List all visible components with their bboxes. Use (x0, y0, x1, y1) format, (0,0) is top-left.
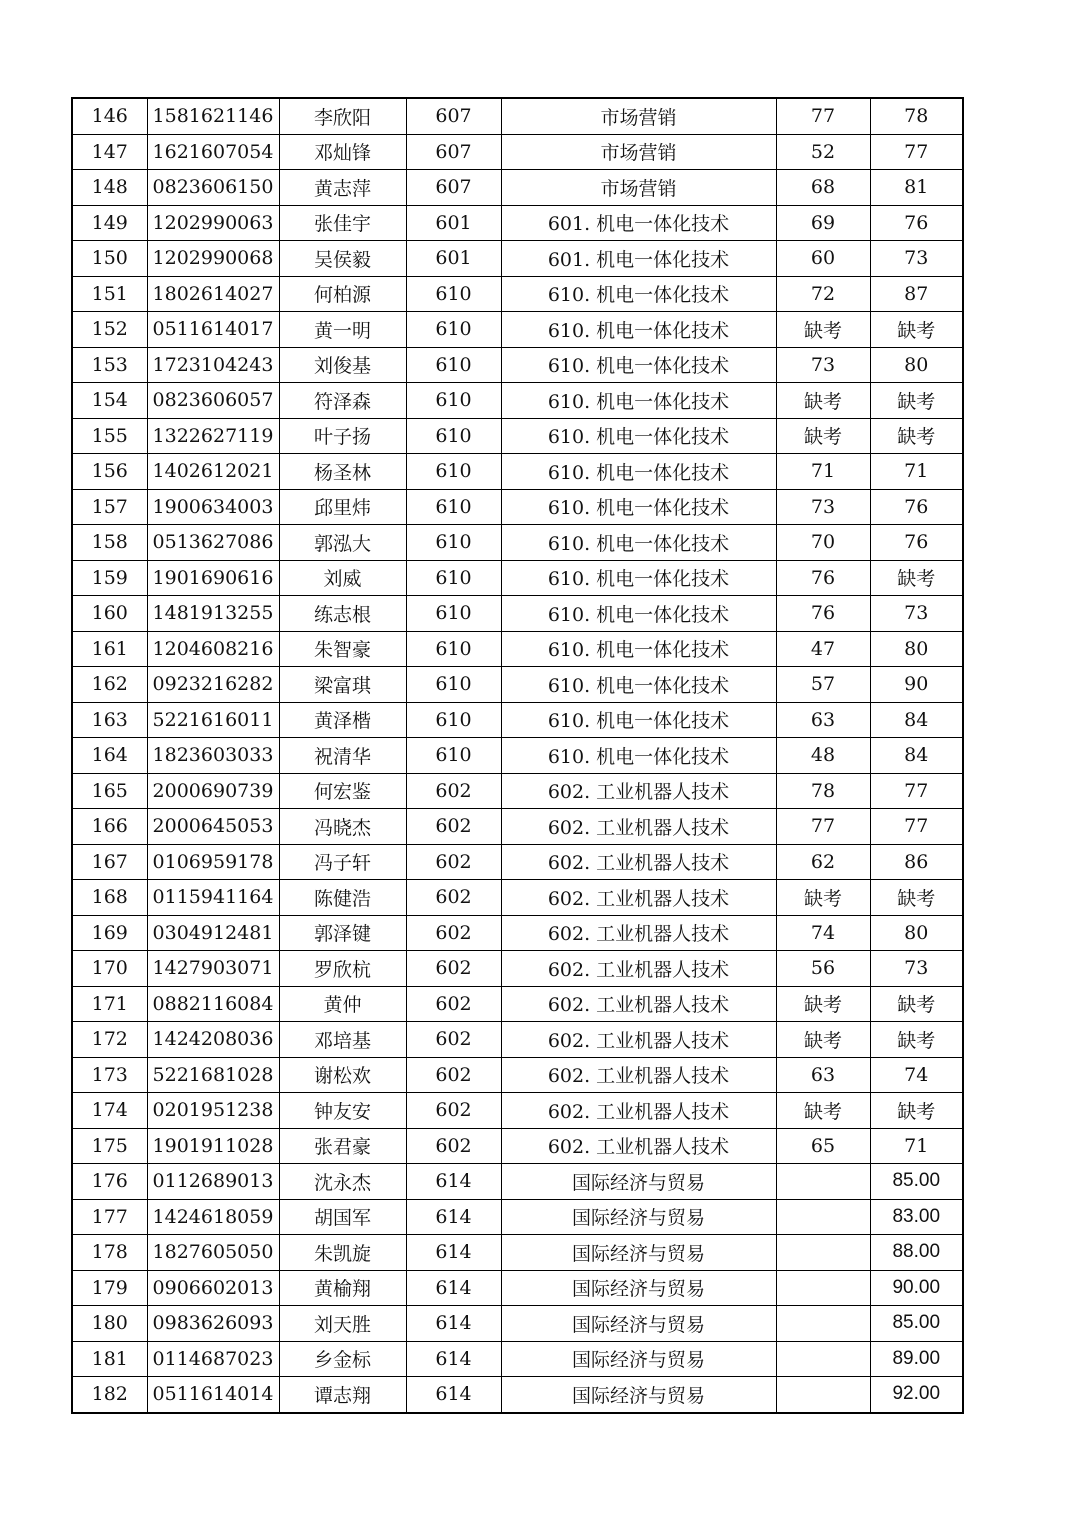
table-row (72, 276, 963, 312)
cell-major: 国际经济与贸易 (501, 1164, 776, 1200)
cell-index: 172 (72, 1022, 147, 1058)
cell-index: 177 (72, 1199, 147, 1235)
cell-score-1: 71 (776, 454, 870, 490)
cell-major: 610. 机电一体化技术 (501, 702, 776, 738)
cell-score-2: 86 (870, 844, 963, 880)
table-row (72, 1022, 963, 1058)
cell-major: 602. 工业机器人技术 (501, 951, 776, 987)
table-row (72, 915, 963, 951)
cell-code: 610 (406, 667, 501, 703)
cell-major: 610. 机电一体化技术 (501, 560, 776, 596)
cell-index: 163 (72, 702, 147, 738)
cell-index: 179 (72, 1270, 147, 1306)
cell-code: 607 (406, 98, 501, 134)
table-row (72, 773, 963, 809)
cell-score-2: 89.00 (870, 1341, 963, 1377)
table-row (72, 1341, 963, 1377)
table-row (72, 1235, 963, 1271)
cell-exam-id: 1900634003 (147, 489, 279, 525)
cell-major: 610. 机电一体化技术 (501, 276, 776, 312)
cell-score-1 (776, 1377, 870, 1413)
cell-score-2: 缺考 (870, 560, 963, 596)
cell-score-1: 缺考 (776, 880, 870, 916)
cell-exam-id: 1424208036 (147, 1022, 279, 1058)
cell-code: 602 (406, 1093, 501, 1129)
cell-index: 162 (72, 667, 147, 703)
cell-score-2: 81 (870, 170, 963, 206)
cell-major: 610. 机电一体化技术 (501, 383, 776, 419)
cell-code: 610 (406, 560, 501, 596)
cell-major: 602. 工业机器人技术 (501, 1128, 776, 1164)
cell-index: 148 (72, 170, 147, 206)
cell-index: 159 (72, 560, 147, 596)
cell-code: 610 (406, 418, 501, 454)
cell-score-1 (776, 1341, 870, 1377)
cell-code: 610 (406, 489, 501, 525)
cell-name: 黄志萍 (279, 170, 406, 206)
cell-exam-id: 0201951238 (147, 1093, 279, 1129)
cell-code: 602 (406, 915, 501, 951)
cell-code: 614 (406, 1341, 501, 1377)
cell-code: 602 (406, 809, 501, 845)
cell-code: 610 (406, 276, 501, 312)
cell-score-1: 77 (776, 98, 870, 134)
cell-score-1: 缺考 (776, 312, 870, 348)
cell-code: 602 (406, 844, 501, 880)
cell-major: 602. 工业机器人技术 (501, 844, 776, 880)
table-row (72, 347, 963, 383)
cell-index: 149 (72, 205, 147, 241)
table-row (72, 418, 963, 454)
cell-index: 152 (72, 312, 147, 348)
cell-code: 602 (406, 986, 501, 1022)
cell-exam-id: 0823606057 (147, 383, 279, 419)
cell-exam-id: 1427903071 (147, 951, 279, 987)
cell-name: 朱智豪 (279, 631, 406, 667)
cell-name: 刘俊基 (279, 347, 406, 383)
cell-exam-id: 1823603033 (147, 738, 279, 774)
table-row (72, 951, 963, 987)
cell-major: 市场营销 (501, 98, 776, 134)
cell-index: 168 (72, 880, 147, 916)
cell-name: 胡国军 (279, 1199, 406, 1235)
cell-score-2: 缺考 (870, 1093, 963, 1129)
cell-name: 黄泽楷 (279, 702, 406, 738)
cell-score-1: 56 (776, 951, 870, 987)
cell-code: 610 (406, 525, 501, 561)
cell-name: 黄榆翔 (279, 1270, 406, 1306)
cell-index: 154 (72, 383, 147, 419)
cell-score-1: 77 (776, 809, 870, 845)
cell-score-2: 73 (870, 596, 963, 632)
cell-major: 602. 工业机器人技术 (501, 1057, 776, 1093)
cell-major: 602. 工业机器人技术 (501, 1022, 776, 1058)
cell-code: 614 (406, 1306, 501, 1342)
cell-major: 国际经济与贸易 (501, 1270, 776, 1306)
cell-score-2: 74 (870, 1057, 963, 1093)
cell-code: 607 (406, 134, 501, 170)
table-row (72, 134, 963, 170)
cell-index: 169 (72, 915, 147, 951)
table-row (72, 738, 963, 774)
table-row (72, 1199, 963, 1235)
cell-score-2: 77 (870, 134, 963, 170)
cell-code: 614 (406, 1270, 501, 1306)
cell-score-2: 84 (870, 702, 963, 738)
cell-name: 杨圣林 (279, 454, 406, 490)
cell-score-2: 85.00 (870, 1164, 963, 1200)
cell-name: 张佳宇 (279, 205, 406, 241)
cell-score-1: 72 (776, 276, 870, 312)
cell-score-1: 47 (776, 631, 870, 667)
cell-index: 151 (72, 276, 147, 312)
cell-major: 610. 机电一体化技术 (501, 312, 776, 348)
cell-major: 610. 机电一体化技术 (501, 418, 776, 454)
cell-major: 国际经济与贸易 (501, 1306, 776, 1342)
cell-index: 171 (72, 986, 147, 1022)
cell-exam-id: 2000645053 (147, 809, 279, 845)
cell-name: 沈永杰 (279, 1164, 406, 1200)
cell-score-1: 60 (776, 241, 870, 277)
cell-exam-id: 0923216282 (147, 667, 279, 703)
cell-code: 602 (406, 1128, 501, 1164)
cell-score-2: 77 (870, 773, 963, 809)
table-row (72, 844, 963, 880)
cell-exam-id: 0114687023 (147, 1341, 279, 1377)
cell-exam-id: 0823606150 (147, 170, 279, 206)
cell-score-1: 缺考 (776, 1093, 870, 1129)
cell-major: 601. 机电一体化技术 (501, 241, 776, 277)
cell-exam-id: 1202990063 (147, 205, 279, 241)
cell-exam-id: 0304912481 (147, 915, 279, 951)
cell-name: 梁富琪 (279, 667, 406, 703)
cell-name: 黄一明 (279, 312, 406, 348)
cell-index: 164 (72, 738, 147, 774)
cell-exam-id: 5221681028 (147, 1057, 279, 1093)
cell-major: 国际经济与贸易 (501, 1235, 776, 1271)
cell-major: 610. 机电一体化技术 (501, 596, 776, 632)
table-row (72, 454, 963, 490)
cell-score-1 (776, 1270, 870, 1306)
table-row (72, 596, 963, 632)
cell-index: 182 (72, 1377, 147, 1413)
cell-exam-id: 0511614014 (147, 1377, 279, 1413)
cell-score-1: 70 (776, 525, 870, 561)
cell-score-1: 48 (776, 738, 870, 774)
cell-score-1: 缺考 (776, 986, 870, 1022)
table-row (72, 205, 963, 241)
cell-index: 166 (72, 809, 147, 845)
cell-exam-id: 0983626093 (147, 1306, 279, 1342)
cell-index: 160 (72, 596, 147, 632)
cell-exam-id: 0906602013 (147, 1270, 279, 1306)
cell-score-1 (776, 1199, 870, 1235)
cell-name: 谢松欢 (279, 1057, 406, 1093)
cell-index: 173 (72, 1057, 147, 1093)
cell-exam-id: 1901911028 (147, 1128, 279, 1164)
cell-name: 黄仲 (279, 986, 406, 1022)
cell-code: 602 (406, 880, 501, 916)
table-row (72, 809, 963, 845)
cell-code: 610 (406, 738, 501, 774)
cell-score-2: 71 (870, 454, 963, 490)
cell-index: 146 (72, 98, 147, 134)
cell-major: 602. 工业机器人技术 (501, 809, 776, 845)
cell-exam-id: 1901690616 (147, 560, 279, 596)
cell-name: 邓灿锋 (279, 134, 406, 170)
cell-name: 叶子扬 (279, 418, 406, 454)
cell-major: 市场营销 (501, 134, 776, 170)
cell-name: 何柏源 (279, 276, 406, 312)
cell-index: 153 (72, 347, 147, 383)
table-row (72, 170, 963, 206)
cell-score-2: 90 (870, 667, 963, 703)
cell-exam-id: 1481913255 (147, 596, 279, 632)
table-row (72, 489, 963, 525)
cell-score-2: 76 (870, 525, 963, 561)
cell-code: 614 (406, 1377, 501, 1413)
cell-index: 176 (72, 1164, 147, 1200)
table-row (72, 383, 963, 419)
cell-score-2: 73 (870, 241, 963, 277)
cell-code: 610 (406, 312, 501, 348)
cell-name: 陈健浩 (279, 880, 406, 916)
table-row (72, 1093, 963, 1129)
cell-code: 610 (406, 454, 501, 490)
cell-index: 165 (72, 773, 147, 809)
cell-major: 602. 工业机器人技术 (501, 1093, 776, 1129)
cell-major: 市场营销 (501, 170, 776, 206)
cell-name: 邱里炜 (279, 489, 406, 525)
cell-code: 607 (406, 170, 501, 206)
cell-score-2: 80 (870, 915, 963, 951)
cell-score-1: 52 (776, 134, 870, 170)
cell-exam-id: 1802614027 (147, 276, 279, 312)
cell-code: 614 (406, 1199, 501, 1235)
cell-name: 乡金标 (279, 1341, 406, 1377)
cell-score-2: 85.00 (870, 1306, 963, 1342)
cell-exam-id: 5221616011 (147, 702, 279, 738)
cell-index: 167 (72, 844, 147, 880)
cell-major: 610. 机电一体化技术 (501, 631, 776, 667)
cell-score-2: 84 (870, 738, 963, 774)
cell-index: 174 (72, 1093, 147, 1129)
cell-major: 610. 机电一体化技术 (501, 454, 776, 490)
cell-index: 156 (72, 454, 147, 490)
cell-score-1: 76 (776, 560, 870, 596)
cell-exam-id: 0882116084 (147, 986, 279, 1022)
cell-major: 602. 工业机器人技术 (501, 915, 776, 951)
cell-exam-id: 2000690739 (147, 773, 279, 809)
table-row (72, 631, 963, 667)
cell-name: 罗欣杭 (279, 951, 406, 987)
cell-code: 601 (406, 241, 501, 277)
cell-name: 何宏鉴 (279, 773, 406, 809)
cell-name: 符泽森 (279, 383, 406, 419)
cell-code: 601 (406, 205, 501, 241)
cell-name: 邓培基 (279, 1022, 406, 1058)
cell-exam-id: 1322627119 (147, 418, 279, 454)
cell-score-1: 68 (776, 170, 870, 206)
table-row (72, 1377, 963, 1413)
cell-major: 610. 机电一体化技术 (501, 489, 776, 525)
cell-exam-id: 0511614017 (147, 312, 279, 348)
cell-name: 郭泓大 (279, 525, 406, 561)
table-row (72, 525, 963, 561)
cell-major: 610. 机电一体化技术 (501, 347, 776, 383)
cell-major: 610. 机电一体化技术 (501, 738, 776, 774)
cell-index: 158 (72, 525, 147, 561)
cell-code: 610 (406, 347, 501, 383)
cell-score-1: 63 (776, 1057, 870, 1093)
cell-index: 170 (72, 951, 147, 987)
cell-score-1 (776, 1164, 870, 1200)
cell-score-2: 92.00 (870, 1377, 963, 1413)
cell-score-1 (776, 1306, 870, 1342)
cell-code: 602 (406, 951, 501, 987)
cell-major: 602. 工业机器人技术 (501, 986, 776, 1022)
cell-index: 155 (72, 418, 147, 454)
cell-score-1: 62 (776, 844, 870, 880)
table-body (72, 98, 963, 1413)
cell-score-1: 78 (776, 773, 870, 809)
cell-exam-id: 1202990068 (147, 241, 279, 277)
cell-code: 610 (406, 596, 501, 632)
cell-score-2: 78 (870, 98, 963, 134)
cell-name: 郭泽键 (279, 915, 406, 951)
cell-score-1: 74 (776, 915, 870, 951)
table-row (72, 986, 963, 1022)
cell-score-1: 缺考 (776, 1022, 870, 1058)
cell-score-1: 缺考 (776, 418, 870, 454)
table-row (72, 1306, 963, 1342)
cell-code: 602 (406, 1057, 501, 1093)
cell-name: 刘天胜 (279, 1306, 406, 1342)
cell-code: 602 (406, 773, 501, 809)
cell-index: 150 (72, 241, 147, 277)
cell-score-2: 80 (870, 347, 963, 383)
cell-score-1: 73 (776, 347, 870, 383)
cell-code: 610 (406, 702, 501, 738)
table-row (72, 98, 963, 134)
cell-exam-id: 1402612021 (147, 454, 279, 490)
cell-exam-id: 1723104243 (147, 347, 279, 383)
table-row (72, 1270, 963, 1306)
cell-score-2: 77 (870, 809, 963, 845)
cell-major: 610. 机电一体化技术 (501, 667, 776, 703)
cell-code: 614 (406, 1235, 501, 1271)
score-table (71, 97, 964, 1414)
cell-score-1: 76 (776, 596, 870, 632)
cell-name: 钟友安 (279, 1093, 406, 1129)
table-row (72, 560, 963, 596)
cell-major: 国际经济与贸易 (501, 1341, 776, 1377)
cell-major: 国际经济与贸易 (501, 1377, 776, 1413)
cell-major: 602. 工业机器人技术 (501, 880, 776, 916)
cell-major: 610. 机电一体化技术 (501, 525, 776, 561)
table-row (72, 241, 963, 277)
cell-name: 谭志翔 (279, 1377, 406, 1413)
cell-code: 610 (406, 383, 501, 419)
cell-score-2: 87 (870, 276, 963, 312)
cell-score-2: 76 (870, 489, 963, 525)
cell-name: 祝清华 (279, 738, 406, 774)
cell-exam-id: 1581621146 (147, 98, 279, 134)
cell-score-1: 57 (776, 667, 870, 703)
cell-index: 178 (72, 1235, 147, 1271)
cell-exam-id: 0115941164 (147, 880, 279, 916)
cell-index: 147 (72, 134, 147, 170)
cell-major: 602. 工业机器人技术 (501, 773, 776, 809)
table-row (72, 702, 963, 738)
cell-score-2: 缺考 (870, 986, 963, 1022)
cell-exam-id: 1424618059 (147, 1199, 279, 1235)
cell-score-1: 73 (776, 489, 870, 525)
cell-index: 157 (72, 489, 147, 525)
cell-major: 601. 机电一体化技术 (501, 205, 776, 241)
cell-exam-id: 0513627086 (147, 525, 279, 561)
cell-score-2: 71 (870, 1128, 963, 1164)
cell-name: 朱凯旋 (279, 1235, 406, 1271)
table-row (72, 1164, 963, 1200)
cell-score-1: 63 (776, 702, 870, 738)
cell-score-2: 缺考 (870, 383, 963, 419)
cell-code: 614 (406, 1164, 501, 1200)
cell-name: 冯晓杰 (279, 809, 406, 845)
cell-name: 李欣阳 (279, 98, 406, 134)
cell-score-2: 73 (870, 951, 963, 987)
cell-index: 181 (72, 1341, 147, 1377)
cell-score-1: 69 (776, 205, 870, 241)
table-row (72, 880, 963, 916)
cell-score-2: 缺考 (870, 312, 963, 348)
cell-index: 175 (72, 1128, 147, 1164)
cell-exam-id: 0106959178 (147, 844, 279, 880)
table-row (72, 1128, 963, 1164)
cell-name: 冯子轩 (279, 844, 406, 880)
cell-score-2: 缺考 (870, 418, 963, 454)
cell-exam-id: 1621607054 (147, 134, 279, 170)
cell-name: 刘威 (279, 560, 406, 596)
cell-code: 610 (406, 631, 501, 667)
cell-score-1: 缺考 (776, 383, 870, 419)
cell-name: 吴侯毅 (279, 241, 406, 277)
cell-score-2: 83.00 (870, 1199, 963, 1235)
table-row (72, 312, 963, 348)
cell-score-1 (776, 1235, 870, 1271)
cell-score-2: 缺考 (870, 1022, 963, 1058)
cell-score-2: 88.00 (870, 1235, 963, 1271)
cell-index: 161 (72, 631, 147, 667)
cell-name: 练志根 (279, 596, 406, 632)
cell-name: 张君豪 (279, 1128, 406, 1164)
cell-exam-id: 1204608216 (147, 631, 279, 667)
cell-score-2: 缺考 (870, 880, 963, 916)
cell-score-2: 76 (870, 205, 963, 241)
cell-index: 180 (72, 1306, 147, 1342)
cell-score-1: 65 (776, 1128, 870, 1164)
cell-score-2: 90.00 (870, 1270, 963, 1306)
cell-major: 国际经济与贸易 (501, 1199, 776, 1235)
table-row (72, 667, 963, 703)
cell-exam-id: 1827605050 (147, 1235, 279, 1271)
cell-code: 602 (406, 1022, 501, 1058)
cell-exam-id: 0112689013 (147, 1164, 279, 1200)
cell-score-2: 80 (870, 631, 963, 667)
table-row (72, 1057, 963, 1093)
